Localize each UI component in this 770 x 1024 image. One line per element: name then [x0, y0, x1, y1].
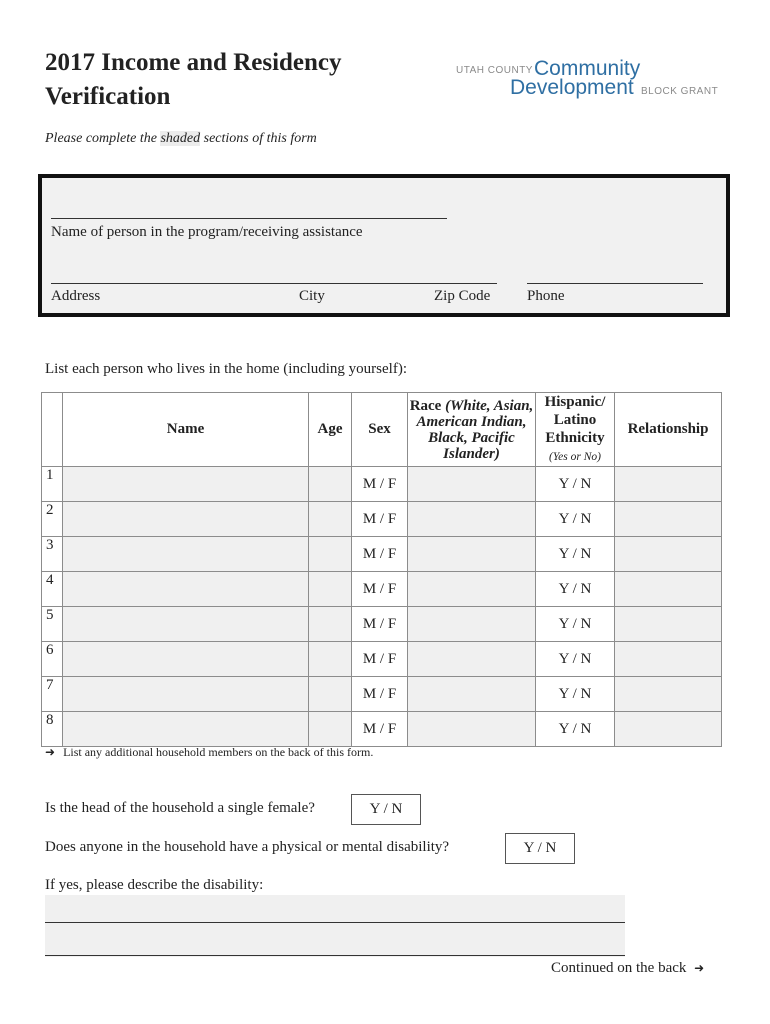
relationship-cell[interactable]	[615, 712, 722, 747]
age-cell[interactable]	[309, 607, 352, 642]
age-cell[interactable]	[309, 467, 352, 502]
relationship-cell[interactable]	[615, 572, 722, 607]
continued-text: Continued on the back	[551, 960, 687, 976]
arrow-right-icon: ➜	[45, 745, 56, 759]
name-cell[interactable]	[63, 502, 309, 537]
relationship-cell[interactable]	[615, 467, 722, 502]
row-number: 8	[42, 712, 63, 747]
header-race-label: Race	[409, 397, 442, 414]
name-cell[interactable]	[63, 712, 309, 747]
age-cell[interactable]	[309, 642, 352, 677]
name-cell[interactable]	[63, 572, 309, 607]
age-cell[interactable]	[309, 537, 352, 572]
relationship-cell[interactable]	[615, 537, 722, 572]
name-line[interactable]	[51, 218, 447, 219]
age-cell[interactable]	[309, 502, 352, 537]
household-row	[42, 712, 722, 747]
header-hispanic	[536, 393, 615, 467]
instructions-end: sections of this form	[200, 131, 317, 146]
header-hispanic-hint: (Yes or No)	[549, 451, 601, 463]
header-age: Age	[309, 393, 352, 467]
hispanic-cell[interactable]: Y / N	[536, 607, 615, 642]
name-cell[interactable]	[63, 642, 309, 677]
hispanic-cell[interactable]: Y / N	[536, 642, 615, 677]
race-cell[interactable]	[408, 642, 536, 677]
phone-label: Phone	[527, 288, 565, 304]
header-relationship: Relationship	[615, 393, 722, 467]
disability-question: Does anyone in the household have a physical or mental disability?	[45, 839, 450, 855]
sex-cell[interactable]: M / F	[352, 572, 408, 607]
household-table	[41, 392, 722, 747]
address-label: Address	[51, 288, 101, 304]
name-label: Name of person in the program/receiving assistance	[51, 224, 363, 240]
logo-county-text: UTAH COUNTY	[456, 65, 533, 76]
phone-line[interactable]	[527, 283, 703, 284]
disability-description-area[interactable]	[45, 895, 625, 957]
arrow-right-icon: ➜	[694, 961, 705, 975]
sex-cell[interactable]: M / F	[352, 502, 408, 537]
age-cell[interactable]	[309, 677, 352, 712]
page-title: 2017 Income and Residency Verification	[45, 49, 342, 110]
logo-development-text: Development	[510, 76, 634, 99]
sex-cell[interactable]: M / F	[352, 712, 408, 747]
name-cell[interactable]	[63, 607, 309, 642]
header-race	[408, 393, 536, 467]
race-cell[interactable]	[408, 502, 536, 537]
hispanic-cell[interactable]: Y / N	[536, 677, 615, 712]
row-number: 3	[42, 537, 63, 572]
row-number: 1	[42, 467, 63, 502]
household-header-row	[42, 393, 722, 467]
description-line-1[interactable]	[45, 922, 625, 923]
header-hispanic-label: Hispanic/ Latino Ethnicity	[544, 394, 606, 446]
zip-label: Zip Code	[434, 288, 491, 304]
race-cell[interactable]	[408, 572, 536, 607]
header-number	[42, 393, 63, 467]
address-line[interactable]	[51, 283, 497, 284]
header-name: Name	[63, 393, 309, 467]
row-number: 4	[42, 572, 63, 607]
sex-cell[interactable]: M / F	[352, 467, 408, 502]
logo-community-text: Community	[534, 57, 641, 80]
header-sex: Sex	[352, 393, 408, 467]
applicant-info-box	[38, 174, 730, 317]
row-number: 6	[42, 642, 63, 677]
race-cell[interactable]	[408, 607, 536, 642]
race-cell[interactable]	[408, 537, 536, 572]
relationship-cell[interactable]	[615, 502, 722, 537]
sex-cell[interactable]: M / F	[352, 607, 408, 642]
sex-cell[interactable]: M / F	[352, 537, 408, 572]
age-cell[interactable]	[309, 712, 352, 747]
race-cell[interactable]	[408, 712, 536, 747]
household-row	[42, 502, 722, 537]
city-label: City	[299, 288, 325, 304]
name-cell[interactable]	[63, 467, 309, 502]
description-line-2[interactable]	[45, 955, 625, 956]
hispanic-cell[interactable]: Y / N	[536, 537, 615, 572]
describe-disability-label: If yes, please describe the disability:	[45, 877, 264, 893]
additional-members-note	[45, 745, 373, 760]
hispanic-cell[interactable]: Y / N	[536, 467, 615, 502]
sex-cell[interactable]: M / F	[352, 642, 408, 677]
household-row	[42, 607, 722, 642]
hispanic-cell[interactable]: Y / N	[536, 572, 615, 607]
relationship-cell[interactable]	[615, 607, 722, 642]
instructions-shaded-word: shaded	[160, 131, 201, 146]
row-number: 2	[42, 502, 63, 537]
name-cell[interactable]	[63, 537, 309, 572]
relationship-cell[interactable]	[615, 677, 722, 712]
sex-cell[interactable]: M / F	[352, 677, 408, 712]
note-text: List any additional household members on the back of this form.	[63, 745, 374, 759]
household-row	[42, 677, 722, 712]
header-race-hint: (White, Asian, American Indian, Black, Pacific Islander)	[416, 397, 534, 462]
logo-grant-text: BLOCK GRANT	[641, 86, 719, 97]
household-row	[42, 572, 722, 607]
age-cell[interactable]	[309, 572, 352, 607]
disability-answer[interactable]: Y / N	[505, 833, 575, 864]
single-female-question: Is the head of the household a single female?	[45, 800, 315, 816]
household-row	[42, 642, 722, 677]
hispanic-cell[interactable]: Y / N	[536, 712, 615, 747]
single-female-answer[interactable]: Y / N	[351, 794, 421, 825]
form-instructions	[45, 131, 317, 147]
household-row	[42, 537, 722, 572]
household-intro: List each person who lives in the home (including yourself):	[45, 361, 407, 377]
household-row	[42, 467, 722, 502]
name-cell[interactable]	[63, 677, 309, 712]
row-number: 7	[42, 677, 63, 712]
row-number: 5	[42, 607, 63, 642]
hispanic-cell[interactable]: Y / N	[536, 502, 615, 537]
race-cell[interactable]	[408, 467, 536, 502]
relationship-cell[interactable]	[615, 642, 722, 677]
continued-on-back	[551, 960, 704, 977]
race-cell[interactable]	[408, 677, 536, 712]
instructions-start: Please complete the	[45, 131, 161, 146]
